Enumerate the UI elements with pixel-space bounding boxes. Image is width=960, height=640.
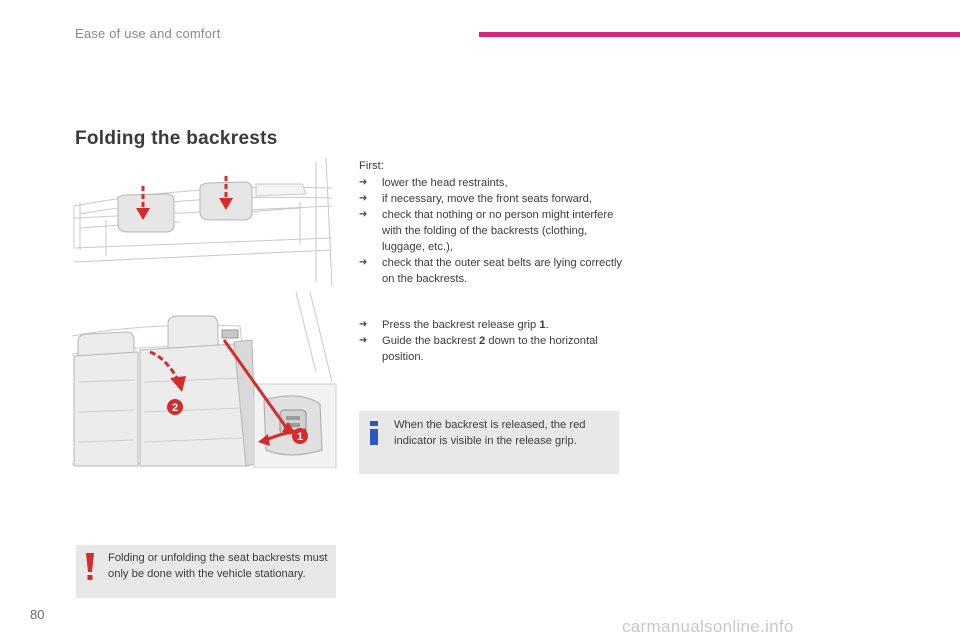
arrow-bullet-icon: ➔: [359, 177, 368, 188]
section-header: Ease of use and comfort: [75, 26, 221, 41]
reference-number: 1: [539, 319, 546, 331]
reference-number: 2: [479, 335, 486, 347]
list-item: ➔ if necessary, move the front seats forward,: [359, 193, 592, 205]
arrow-bullet-icon: ➔: [359, 193, 368, 204]
watermark: carmanualsonline.info: [622, 617, 794, 636]
page-number: 80: [30, 607, 45, 622]
info-note-text: When the backrest is released, the red indicator is visible in the release grip.: [394, 419, 586, 447]
warning-note: [76, 545, 336, 598]
callout-2: [167, 399, 183, 415]
folding-steps: [359, 317, 629, 365]
list-item: ➔ Guide the backrest 2 down to the horizontal position.: [359, 335, 598, 363]
info-note: [359, 411, 619, 474]
callout-1: [292, 428, 308, 444]
page-title: Folding the backrests: [75, 128, 278, 149]
section-header-bar: [479, 32, 960, 37]
info-icon: [367, 421, 381, 445]
arrow-bullet-icon: ➔: [359, 257, 368, 268]
list-item: ➔ Press the backrest release grip 1.: [359, 319, 549, 331]
arrow-bullet-icon: ➔: [359, 335, 368, 346]
arrow-bullet-icon: ➔: [359, 319, 368, 330]
list-item: ➔ check that nothing or no person might interfere with the folding of the backrests (clothing, luggage, etc.),: [359, 209, 614, 253]
instructions-intro: First:: [359, 160, 384, 172]
arrow-bullet-icon: ➔: [359, 209, 368, 220]
head-restraints-illustration: [70, 158, 338, 286]
list-item: ➔ check that the outer seat belts are lying correctly on the backrests.: [359, 257, 623, 285]
svg-text:2: 2: [171, 402, 179, 414]
backrest-folding-illustration: [70, 292, 338, 468]
list-item: ➔ lower the head restraints,: [359, 177, 508, 189]
preparation-steps: [359, 175, 629, 287]
svg-text:1: 1: [296, 431, 304, 443]
warning-note-text: Folding or unfolding the seat backrests must only be done with the vehicle stationary.: [108, 552, 328, 580]
warning-icon: [85, 553, 95, 581]
preparation-instructions: [359, 158, 629, 287]
